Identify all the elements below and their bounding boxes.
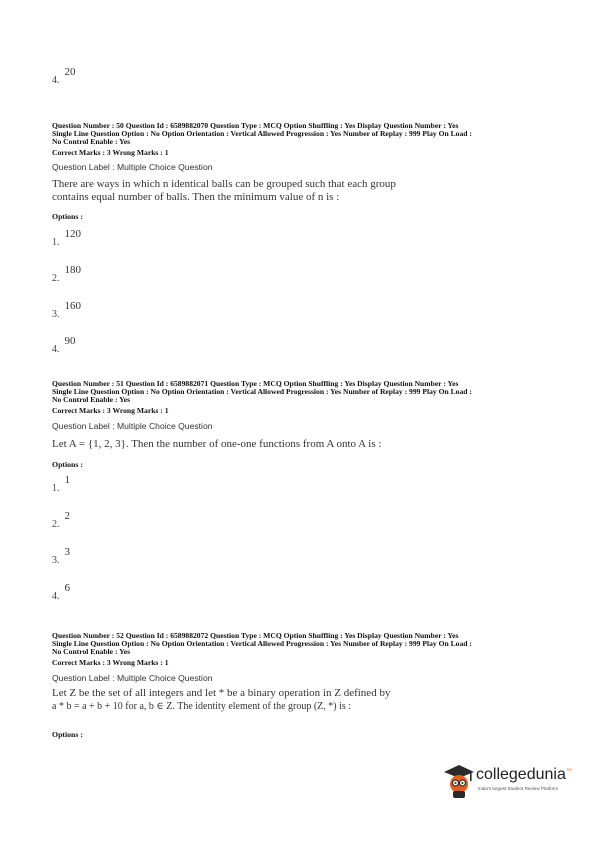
option-number: 2. (52, 273, 60, 284)
option-item[interactable] (52, 264, 81, 284)
option-value: 3 (64, 546, 70, 558)
question-text-line: Let Z be the set of all integers and let * be a binary operation in Z defined by (52, 687, 391, 699)
collegedunia-logo (442, 760, 582, 810)
question-51-meta (52, 380, 547, 415)
question-text-line: There are ways in which n identical balls can be grouped such that each group (52, 178, 396, 190)
option-item[interactable] (52, 582, 70, 602)
option-item[interactable] (52, 546, 70, 566)
question-52-text (52, 687, 542, 713)
option-value: 160 (64, 300, 81, 312)
option-value: 2 (64, 510, 70, 522)
option-number: 3. (52, 309, 60, 320)
option-item[interactable] (52, 300, 81, 320)
meta-line: Question Number : 52 Question Id : 6589882072 Question Type : MCQ Option Shuffling : Yes Display Question Number : Yes (52, 631, 459, 640)
option-value: 180 (64, 264, 81, 276)
question-label: Question Label : Multiple Choice Question (52, 673, 213, 683)
logo-wordmark (476, 766, 572, 784)
meta-line: No Control Enable : Yes (52, 395, 131, 405)
meta-line: Question Number : 51 Question Id : 6589882071 Question Type : MCQ Option Shuffling : Yes Display Question Number : Yes (52, 379, 459, 388)
option-value: 6 (64, 582, 70, 594)
meta-line: Single Line Question Option : No Option Orientation : Vertical Allowed Progression : Yes Number of Replay : 999 Play On Load : (52, 129, 472, 139)
option-number: 4. (52, 75, 60, 86)
option-item[interactable] (52, 335, 76, 355)
mascot-icon (442, 762, 476, 800)
options-heading: Options : (52, 212, 83, 221)
question-text-line: contains equal number of balls. Then the minimum value of n is : (52, 191, 340, 203)
trademark-mark: ™ (565, 768, 572, 775)
meta-line: No Control Enable : Yes (52, 137, 131, 147)
question-text-line: Let A = {1, 2, 3}. Then the number of one-one functions from A onto A is : (52, 438, 382, 450)
option-number: 4. (52, 591, 60, 602)
question-51-text (52, 438, 542, 451)
option-number: 1. (52, 483, 60, 494)
options-heading: Options : (52, 460, 83, 469)
option-number: 1. (52, 237, 60, 248)
question-text-line: a * b = a + b + 10 for a, b ∈ Z. The identity element of the group (Z, *) is : (52, 701, 352, 712)
meta-line: Single Line Question Option : No Option Orientation : Vertical Allowed Progression : Yes Number of Replay : 999 Play On Load : (52, 639, 472, 649)
option-item (52, 66, 76, 86)
marks-line: Correct Marks : 3 Wrong Marks : 1 (52, 405, 169, 415)
marks-line: Correct Marks : 3 Wrong Marks : 1 (52, 147, 169, 157)
meta-line: No Control Enable : Yes (52, 647, 131, 657)
meta-line: Single Line Question Option : No Option Orientation : Vertical Allowed Progression : Yes Number of Replay : 999 Play On Load : (52, 387, 472, 397)
option-value: 1 (64, 474, 70, 486)
options-heading: Options : (52, 730, 83, 739)
question-label: Question Label : Multiple Choice Question (52, 162, 213, 172)
option-item[interactable] (52, 228, 81, 248)
option-value: 90 (64, 335, 76, 347)
marks-line: Correct Marks : 3 Wrong Marks : 1 (52, 657, 169, 667)
option-number: 2. (52, 519, 60, 530)
meta-line: Question Number : 50 Question Id : 6589882070 Question Type : MCQ Option Shuffling : Yes Display Question Number : Yes (52, 121, 459, 130)
option-value: 20 (64, 66, 76, 78)
question-50-meta (52, 122, 547, 157)
option-item[interactable] (52, 474, 70, 494)
option-item[interactable] (52, 510, 70, 530)
question-52-meta (52, 632, 547, 667)
question-label: Question Label : Multiple Choice Question (52, 421, 213, 431)
option-number: 4. (52, 344, 60, 355)
option-number: 3. (52, 555, 60, 566)
option-value: 120 (64, 228, 81, 240)
question-50-text (52, 178, 542, 204)
logo-tagline: India's largest Student Review Platform (478, 786, 559, 791)
logo-name: collegedunia (476, 766, 566, 783)
